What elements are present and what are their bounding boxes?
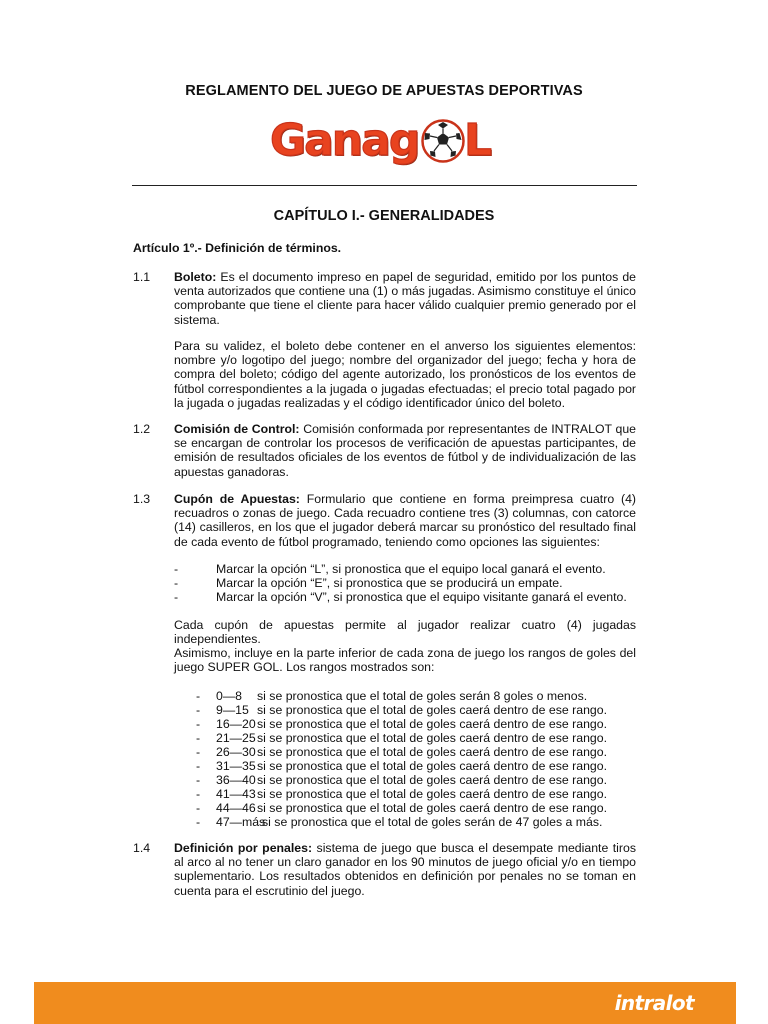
footer-bar [34,982,736,1024]
section-text: Es el documento impreso en papel de seguridad, emitido por los puntos de venta autorizados que contiene una (1) o más jugadas. Asimismo constituye el único comprobante que tiene el cliente para hacer válido cualquier premio generado por el sistema. [174,270,636,327]
section-text: Formulario que contiene en forma preimpresa cuatro (4) recuadros o zonas de juego. Cada recuadro contiene tres (3) columnas, con catorce (14) casilleros, en los que el jugador deberá marcar su pronóstico del resultado final de cada evento de fútbol programado, teniendo como opciones las siguientes: [174,492,636,549]
section-paragraph: Para su validez, el boleto debe contener en el anverso los siguientes elementos: nombre y/o logotipo del juego; nombre del organizador del juego; fecha y hora de compra del boleto; código del agente autorizado, los pronósticos de los eventos de fútbol correspondientes a la jugada o jugadas efectuadas; el precio total pagado por la jugada o jugadas realizadas y el código identificador único del boleto. [174,339,636,410]
article-heading: Artículo 1º.- Definición de términos. [133,241,342,255]
logo-text: Ganag [270,115,419,166]
soccer-ball-icon [421,119,465,163]
section-paragraph: Cada cupón de apuestas permite al jugador realizar cuatro (4) jugadas independientes. [174,618,636,647]
section-term: Definición por penales: [174,841,313,855]
chapter-heading: CAPÍTULO I.- GENERALIDADES [273,208,495,224]
section-paragraph [174,270,636,327]
section-number: 1.1 [133,270,151,284]
section-paragraph [174,492,636,549]
section-text: Comisión conformada por representantes de INTRALOT que se encargan de controlar los procesos de verificación de apuestas participantes, de emisión de resultados oficiales de los eventos de fútbol y de individualización de las apuestas ganadoras. [174,422,636,479]
section-term: Comisión de Control: [174,422,300,436]
section-paragraph [174,422,636,479]
document-title: REGLAMENTO DEL JUEGO DE APUESTAS DEPORTIVAS [185,83,583,99]
logo-letter-l: L [464,115,493,166]
section-number: 1.4 [133,841,151,855]
section-number: 1.2 [133,422,151,436]
section-paragraph [174,841,636,898]
section-term: Boleto: [174,270,217,284]
section-number: 1.3 [133,492,151,506]
section-paragraph: Asimismo, incluye en la parte inferior de cada zona de juego los rangos de goles del juego SUPER GOL. Los rangos mostrados son: [174,646,636,675]
ganagol-logo [268,110,500,172]
section-term: Cupón de Apuestas: [174,492,300,506]
header-divider [132,185,637,186]
section-text: sistema de juego que busca el desempate mediante tiros al arco al no tener un claro ganador en los 90 minutos de juego oficial y/o en tiempo suplementario. Los resultados obtenidos en definición por penales no se toman en cuenta para el escrutinio del juego. [174,841,636,898]
intralot-logo: intralot [614,991,694,1015]
